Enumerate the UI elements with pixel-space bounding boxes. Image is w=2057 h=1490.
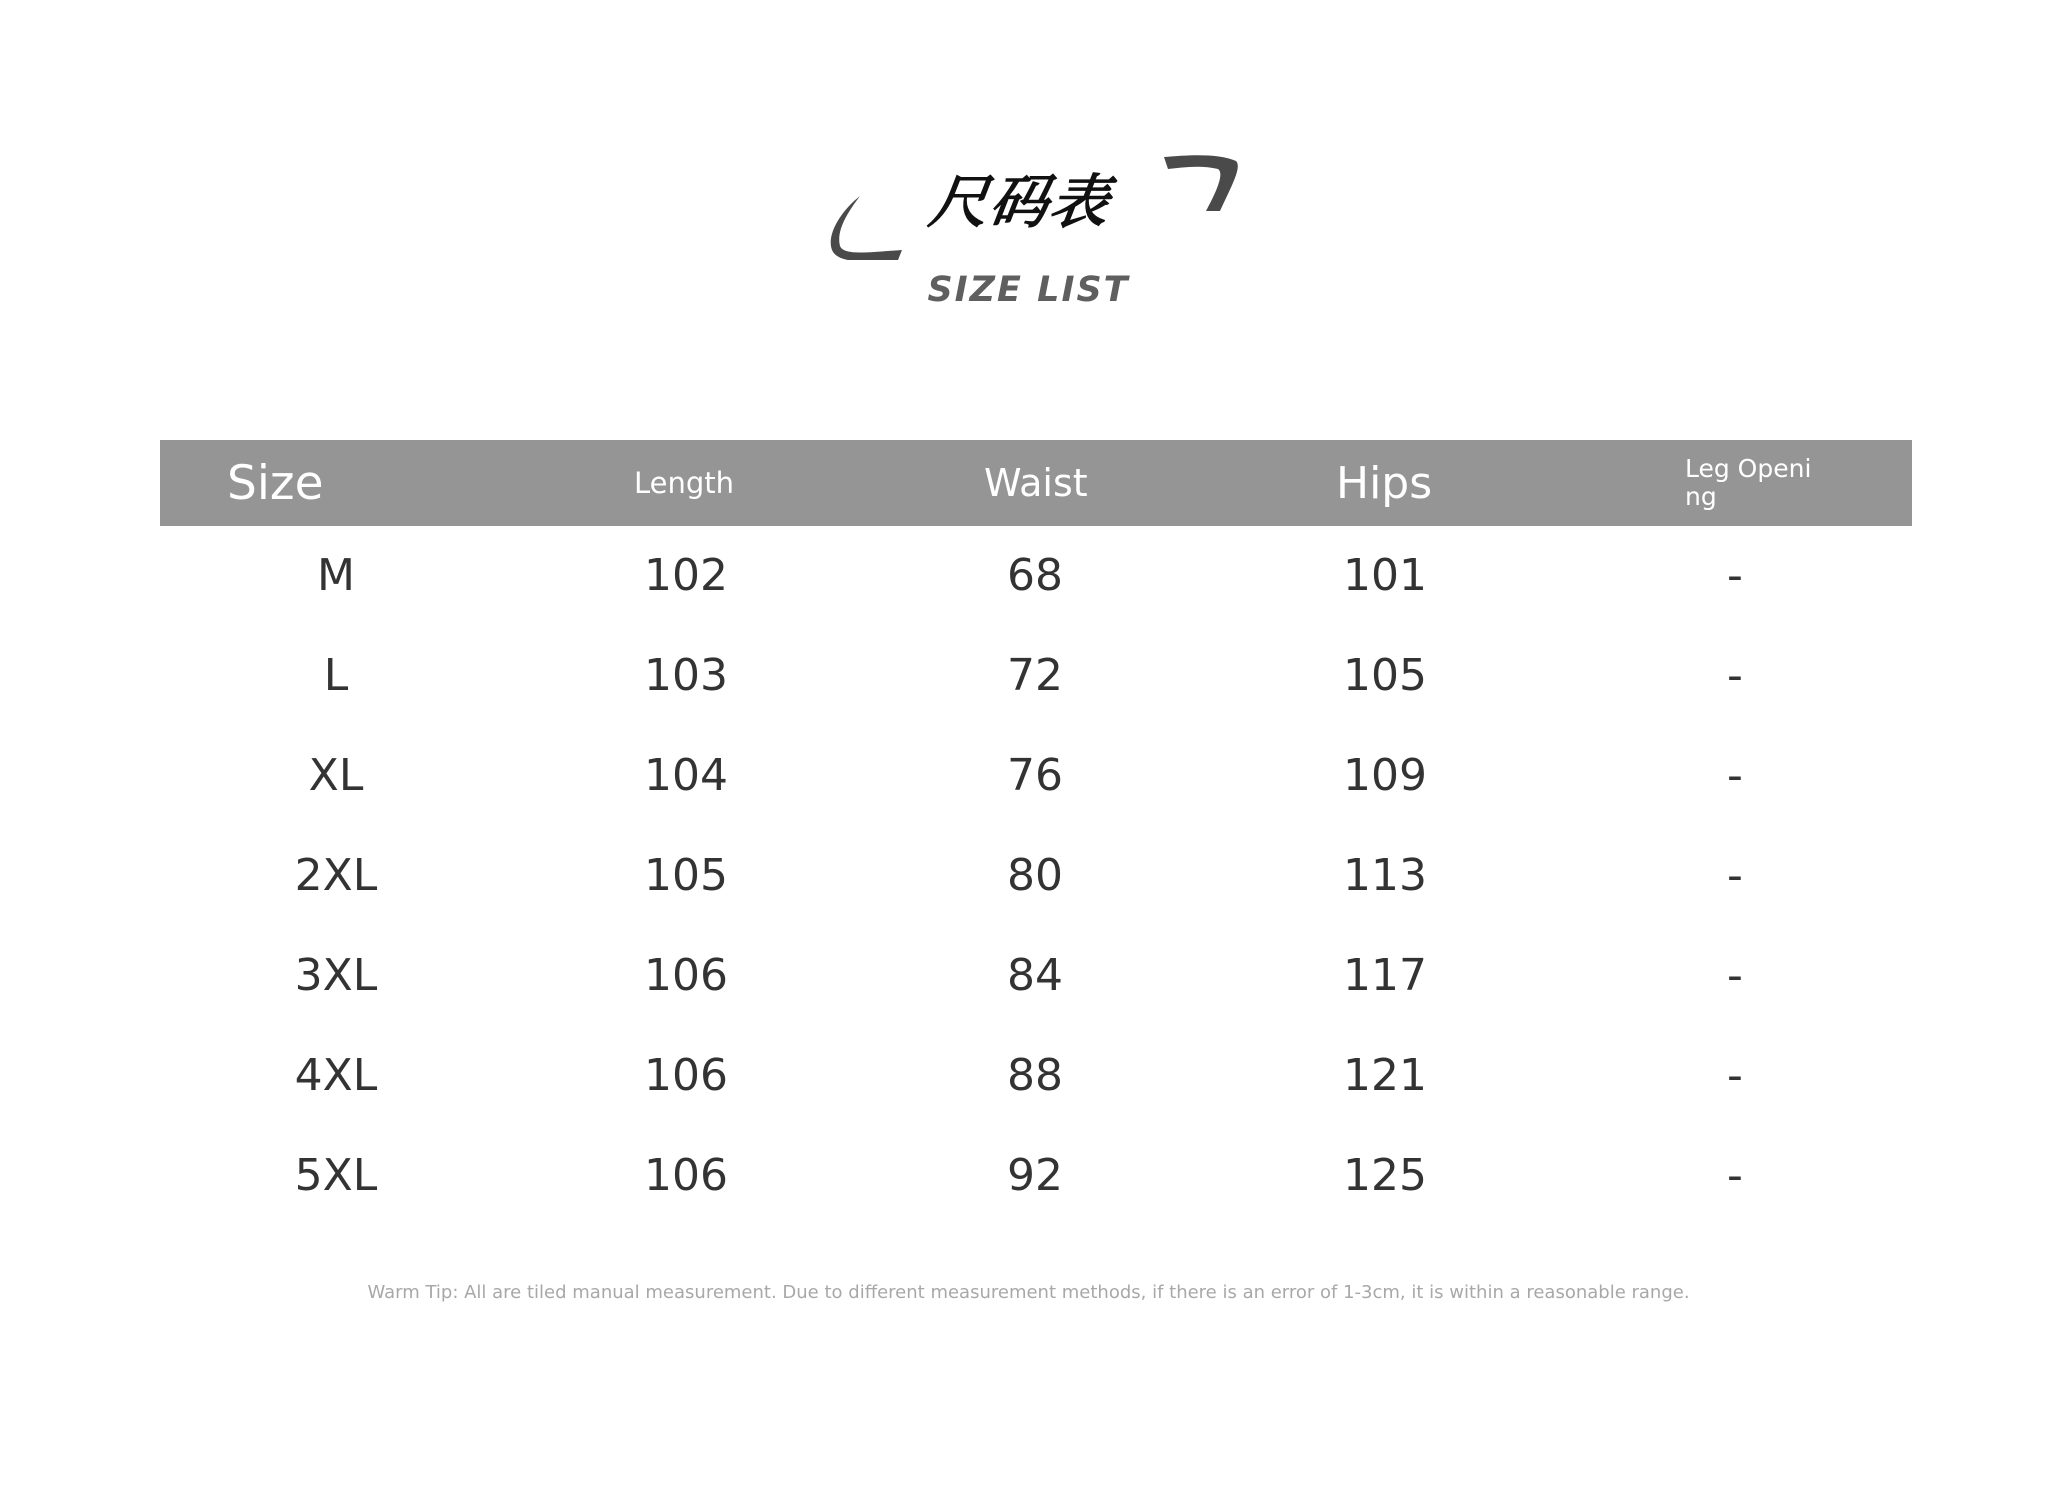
cell-hips: 121: [1343, 1050, 1427, 1101]
cell-waist: 92: [1007, 1150, 1063, 1201]
cell-waist: 72: [1007, 650, 1063, 701]
cell-hips: 117: [1343, 950, 1427, 1001]
title-english: SIZE LIST: [927, 270, 1130, 310]
cell-hips: 105: [1343, 650, 1427, 701]
cell-leg-opening: -: [1727, 550, 1743, 601]
right-bracket-decoration: [1162, 155, 1242, 215]
cell-length: 104: [644, 750, 728, 801]
cell-hips: 113: [1343, 850, 1427, 901]
size-table: [160, 440, 1912, 1226]
cell-length: 106: [644, 1150, 728, 1201]
column-header-hips: Hips: [1336, 457, 1433, 509]
title-chinese: 尺码表: [925, 168, 1115, 236]
table-header: [160, 440, 1912, 526]
table-row: [160, 626, 1912, 726]
cell-waist: 80: [1007, 850, 1063, 901]
table-row: [160, 926, 1912, 1026]
cell-hips: 101: [1343, 550, 1427, 601]
left-bracket-decoration: [830, 190, 910, 260]
cell-leg-opening: -: [1727, 750, 1743, 801]
cell-size: 5XL: [294, 1150, 378, 1201]
cell-size: L: [323, 650, 349, 701]
table-row: [160, 726, 1912, 826]
cell-waist: 76: [1007, 750, 1063, 801]
column-header-size: Size: [227, 455, 324, 511]
cell-size: 3XL: [294, 950, 378, 1001]
table-row: [160, 526, 1912, 626]
cell-leg-opening: -: [1727, 650, 1743, 701]
cell-leg-opening: -: [1727, 950, 1743, 1001]
cell-leg-opening: -: [1727, 1050, 1743, 1101]
cell-length: 105: [644, 850, 728, 901]
cell-waist: 84: [1007, 950, 1063, 1001]
table-row: [160, 826, 1912, 926]
column-header-waist: Waist: [984, 461, 1088, 505]
table-row: [160, 1126, 1912, 1226]
column-header-length: Length: [634, 466, 735, 500]
cell-leg-opening: -: [1727, 850, 1743, 901]
column-header-leg-opening: Leg Opening: [1685, 454, 1812, 511]
table-row: [160, 1026, 1912, 1126]
cell-size: 4XL: [294, 1050, 378, 1101]
cell-hips: 125: [1343, 1150, 1427, 1201]
cell-waist: 68: [1007, 550, 1063, 601]
cell-size: 2XL: [294, 850, 378, 901]
cell-size: XL: [308, 750, 364, 801]
cell-hips: 109: [1343, 750, 1427, 801]
title-block: [0, 0, 2057, 340]
cell-size: M: [317, 550, 355, 601]
cell-length: 106: [644, 950, 728, 1001]
cell-length: 102: [644, 550, 728, 601]
cell-length: 103: [644, 650, 728, 701]
cell-length: 106: [644, 1050, 728, 1101]
measurement-tip: Warm Tip: All are tiled manual measurement. Due to different measurement methods, if there is an error of 1-3cm, it is within a reasonable range.: [367, 1282, 1690, 1303]
cell-waist: 88: [1007, 1050, 1063, 1101]
cell-leg-opening: -: [1727, 1150, 1743, 1201]
